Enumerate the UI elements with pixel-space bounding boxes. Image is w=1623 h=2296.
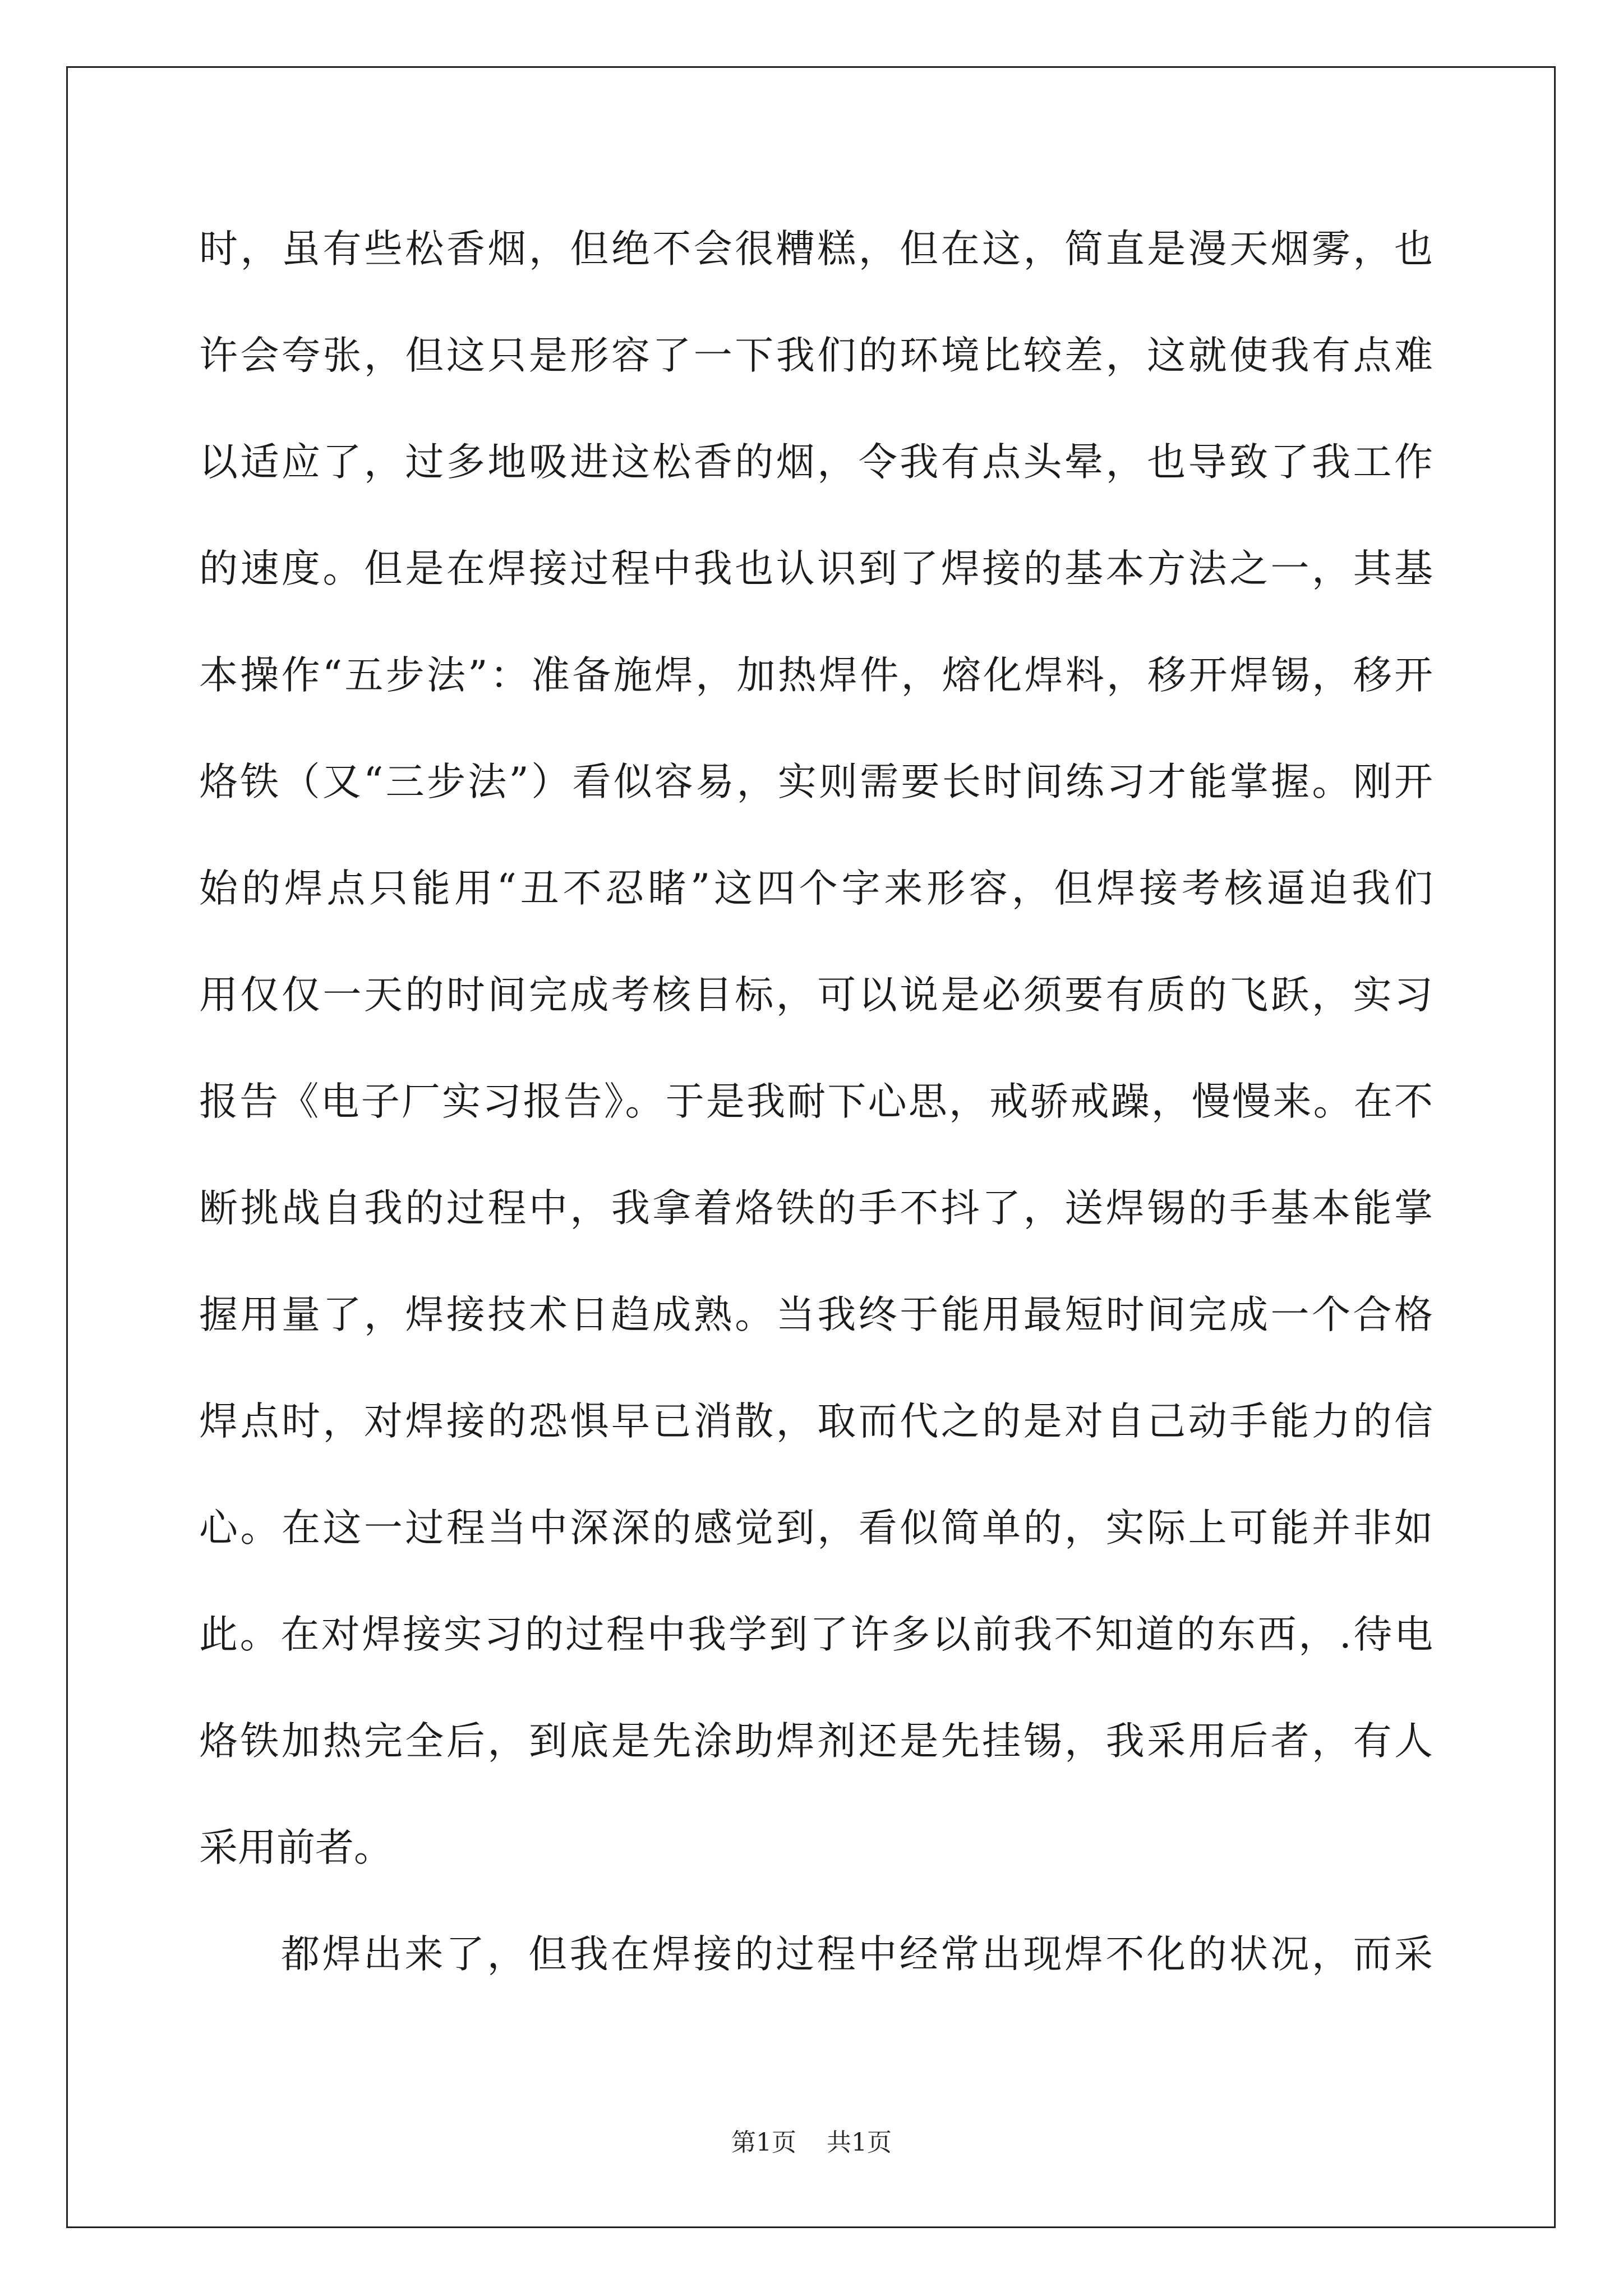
text-line: 的速度。但是在焊接过程中我也认识到了焊接的基本方法之一，其基 (199, 546, 1433, 591)
text-line: 以适应了，过多地吸进这松香的烟，令我有点头晕，也导致了我工作 (199, 440, 1433, 485)
page-footer (0, 2126, 1623, 2160)
text-line: 都焊出来了，但我在焊接的过程中经常出现焊不化的状况，而采 (281, 1932, 1433, 1977)
document-body (199, 218, 1433, 2030)
text-line: 焊点时，对焊接的恐惧早已消散，取而代之的是对自己动手能力的信 (199, 1399, 1433, 1444)
text-line: 始的焊点只能用“丑不忍睹”这四个字来形容，但焊接考核逼迫我们 (199, 866, 1433, 911)
text-line: 握用量了，焊接技术日趋成熟。当我终于能用最短时间完成一个合格 (199, 1292, 1433, 1337)
text-line: 本操作“五步法”：准备施焊，加热焊件，熔化焊料，移开焊锡，移开 (199, 653, 1433, 698)
page-number: 第1页 (731, 2128, 796, 2157)
text-line: 时，虽有些松香烟，但绝不会很糟糕，但在这，简直是漫天烟雾，也 (199, 227, 1433, 272)
page-total: 共1页 (827, 2128, 892, 2157)
text-line: 此。在对焊接实习的过程中我学到了许多以前我不知道的东西，.待电 (199, 1612, 1433, 1657)
text-line: 断挑战自我的过程中，我拿着烙铁的手不抖了，送焊锡的手基本能掌 (199, 1186, 1433, 1231)
text-line: 烙铁（又“三步法”）看似容易，实则需要长时间练习才能掌握。刚开 (199, 760, 1433, 804)
text-line: 报告《电子厂实习报告》。于是我耐下心思，戒骄戒躁，慢慢来。在不 (199, 1079, 1433, 1124)
text-line: 许会夸张，但这只是形容了一下我们的环境比较差，这就使我有点难 (199, 333, 1433, 378)
text-line: 烙铁加热完全后，到底是先涂助焊剂还是先挂锡，我采用后者，有人 (199, 1719, 1433, 1764)
text-line: 用仅仅一天的时间完成考核目标，可以说是必须要有质的飞跃，实习 (199, 973, 1433, 1018)
text-line: 心。在这一过程当中深深的感觉到，看似简单的，实际上可能并非如 (199, 1506, 1433, 1550)
text-line: 采用前者。 (199, 1825, 393, 1870)
